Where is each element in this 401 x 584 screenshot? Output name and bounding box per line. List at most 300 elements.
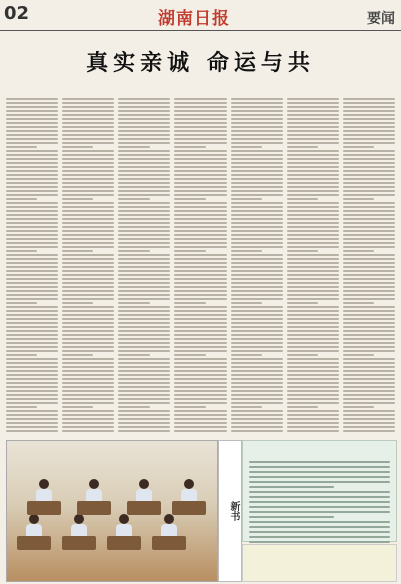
text-line [231, 430, 283, 432]
text-line [62, 118, 114, 120]
desk [107, 536, 141, 550]
student-head [164, 514, 174, 524]
text-line [118, 394, 170, 396]
text-line [174, 110, 226, 112]
student-head [184, 479, 194, 489]
text-line [62, 334, 114, 336]
text-line [343, 202, 395, 204]
text-line [343, 302, 374, 304]
header-meta [30, 5, 32, 12]
text-line [118, 366, 170, 368]
text-line [118, 142, 170, 144]
text-line [231, 290, 283, 292]
text-line [6, 238, 58, 240]
text-line [174, 266, 226, 268]
text-line [6, 418, 58, 420]
text-line [174, 310, 226, 312]
text-line [343, 262, 395, 264]
text-line [231, 98, 283, 100]
text-line [174, 338, 226, 340]
text-line [6, 270, 58, 272]
text-line [231, 262, 283, 264]
text-line [231, 302, 262, 304]
text-line [231, 154, 283, 156]
text-line [231, 206, 283, 208]
text-line [62, 266, 114, 268]
text-line [62, 362, 114, 364]
text-line [231, 414, 283, 416]
text-line [62, 162, 114, 164]
text-line [343, 226, 395, 228]
text-line [6, 306, 58, 308]
text-line [118, 350, 170, 352]
text-line [287, 414, 339, 416]
text-line [6, 118, 58, 120]
text-line [62, 262, 114, 264]
text-line [118, 402, 170, 404]
text-line [6, 254, 58, 256]
text-line [6, 110, 58, 112]
text-line [174, 158, 226, 160]
text-line [231, 114, 283, 116]
text-line [62, 406, 93, 408]
text-line [287, 418, 339, 420]
text-line [343, 234, 395, 236]
text-line [174, 230, 226, 232]
text-line [343, 266, 395, 268]
text-line [118, 290, 170, 292]
text-line [287, 166, 339, 168]
text-line [118, 302, 149, 304]
text-line [249, 476, 390, 478]
text-line [118, 174, 170, 176]
text-line [6, 218, 58, 220]
text-line [118, 334, 170, 336]
text-line [287, 162, 339, 164]
text-line [6, 250, 37, 252]
text-line [6, 398, 58, 400]
text-line [287, 374, 339, 376]
text-line [231, 162, 283, 164]
text-line [62, 154, 114, 156]
text-line [343, 338, 395, 340]
text-line [343, 278, 395, 280]
text-line [118, 110, 170, 112]
text-line [287, 422, 339, 424]
text-line [174, 374, 226, 376]
text-line [62, 198, 93, 200]
text-line [118, 298, 170, 300]
text-line [62, 230, 114, 232]
text-line [287, 110, 339, 112]
text-line [231, 170, 283, 172]
text-line [6, 394, 58, 396]
classroom-photo [6, 440, 218, 582]
text-line [343, 414, 395, 416]
text-line [6, 158, 58, 160]
text-line [343, 186, 395, 188]
text-line [174, 190, 226, 192]
text-line [6, 126, 58, 128]
text-line [6, 386, 58, 388]
text-line [231, 394, 283, 396]
text-line [287, 330, 339, 332]
text-line [174, 150, 226, 152]
text-line [62, 122, 114, 124]
masthead: 湖南日报 [158, 9, 230, 29]
text-line [287, 386, 339, 388]
text-line [343, 406, 374, 408]
text-line [287, 334, 339, 336]
text-line [6, 430, 58, 432]
text-line [343, 242, 395, 244]
text-line [6, 282, 58, 284]
text-line [231, 178, 283, 180]
text-line [231, 358, 283, 360]
text-line [231, 406, 262, 408]
text-line [62, 250, 93, 252]
text-line [118, 194, 170, 196]
text-line [118, 358, 170, 360]
text-line [343, 182, 395, 184]
text-line [174, 362, 226, 364]
text-line [118, 326, 170, 328]
text-line [6, 326, 58, 328]
text-line [6, 146, 37, 148]
text-line [118, 186, 170, 188]
text-line [118, 254, 170, 256]
text-line [6, 410, 58, 412]
text-line [287, 154, 339, 156]
text-line [62, 270, 114, 272]
student-head [29, 514, 39, 524]
text-line [118, 370, 170, 372]
text-line [6, 366, 58, 368]
text-line [62, 170, 114, 172]
text-line [174, 238, 226, 240]
text-line [174, 186, 226, 188]
text-line [343, 322, 395, 324]
text-line [62, 150, 114, 152]
text-line [343, 238, 395, 240]
text-line [62, 222, 114, 224]
text-line [287, 226, 339, 228]
text-line [174, 286, 226, 288]
student-figure [71, 524, 87, 536]
text-line [174, 106, 226, 108]
text-line [249, 541, 390, 543]
text-line [343, 138, 395, 140]
text-line [287, 210, 339, 212]
text-line [118, 166, 170, 168]
text-line [62, 290, 114, 292]
text-line [6, 314, 58, 316]
text-line [62, 342, 114, 344]
text-line [174, 330, 226, 332]
text-line [343, 386, 395, 388]
text-line [287, 270, 339, 272]
text-line [62, 98, 114, 100]
text-line [287, 342, 339, 344]
text-line [118, 282, 170, 284]
text-line [231, 242, 283, 244]
text-line [174, 314, 226, 316]
text-line [118, 130, 170, 132]
text-line [174, 134, 226, 136]
text-line [343, 174, 395, 176]
text-line [62, 126, 114, 128]
text-line [6, 258, 58, 260]
text-line [174, 250, 205, 252]
text-line [6, 278, 58, 280]
text-line [174, 198, 205, 200]
text-line [174, 170, 226, 172]
text-line [287, 266, 339, 268]
text-line [174, 282, 226, 284]
text-line [6, 302, 37, 304]
text-line [231, 238, 283, 240]
text-line [343, 334, 395, 336]
text-line [343, 190, 395, 192]
text-line [343, 246, 395, 248]
text-line [231, 174, 283, 176]
text-line [343, 274, 395, 276]
text-line [231, 346, 283, 348]
text-line [118, 362, 170, 364]
text-line [249, 491, 390, 493]
text-line [287, 222, 339, 224]
text-line [174, 386, 226, 388]
text-line [6, 390, 58, 392]
text-line [118, 234, 170, 236]
text-line [249, 481, 390, 483]
text-line [6, 246, 58, 248]
text-line [287, 206, 339, 208]
text-line [287, 190, 339, 192]
text-line [343, 394, 395, 396]
text-line [118, 398, 170, 400]
text-line [287, 398, 339, 400]
text-line [174, 298, 226, 300]
text-line [287, 186, 339, 188]
text-line [343, 390, 395, 392]
text-line [62, 430, 114, 432]
text-line [231, 322, 283, 324]
text-line [231, 410, 283, 412]
text-line [343, 254, 395, 256]
text-line [118, 414, 170, 416]
text-line [287, 130, 339, 132]
text-line [249, 461, 390, 463]
text-line [343, 178, 395, 180]
text-line [343, 374, 395, 376]
headline: 真实亲诚 命运与共 [86, 50, 315, 76]
text-line [343, 222, 395, 224]
text-line [62, 134, 114, 136]
text-line [62, 390, 114, 392]
text-line [6, 138, 58, 140]
text-line [231, 102, 283, 104]
text-line [174, 290, 226, 292]
text-line [231, 342, 283, 344]
text-line [62, 422, 114, 424]
text-line [62, 130, 114, 132]
text-line [343, 430, 395, 432]
text-line [62, 386, 114, 388]
text-line [174, 366, 226, 368]
text-line [343, 382, 395, 384]
text-line [231, 274, 283, 276]
text-line [249, 466, 390, 468]
text-line [287, 198, 318, 200]
text-line [249, 496, 390, 498]
text-line [118, 406, 149, 408]
text-line [174, 162, 226, 164]
text-line [6, 274, 58, 276]
text-line [174, 274, 226, 276]
right-article-body [249, 461, 390, 548]
text-line [6, 338, 58, 340]
student-head [89, 479, 99, 489]
text-line [343, 346, 395, 348]
text-line [118, 278, 170, 280]
text-line [231, 134, 283, 136]
text-line [6, 98, 58, 100]
text-line [231, 222, 283, 224]
text-line [231, 194, 283, 196]
text-line [62, 146, 93, 148]
text-line [231, 150, 283, 152]
text-line [174, 126, 226, 128]
text-line [62, 158, 114, 160]
text-column [62, 98, 114, 438]
text-line [343, 146, 374, 148]
text-line [174, 166, 226, 168]
text-line [118, 426, 170, 428]
text-line [174, 206, 226, 208]
text-line [6, 226, 58, 228]
text-line [231, 334, 283, 336]
text-line [62, 182, 114, 184]
text-line [62, 282, 114, 284]
text-line [343, 314, 395, 316]
text-line [231, 294, 283, 296]
text-line [174, 370, 226, 372]
text-line [287, 406, 318, 408]
text-line [62, 322, 114, 324]
text-line [231, 270, 283, 272]
text-line [6, 214, 58, 216]
text-line [343, 218, 395, 220]
text-line [287, 146, 318, 148]
text-line [343, 318, 395, 320]
byline [0, 88, 401, 94]
text-line [6, 230, 58, 232]
text-line [287, 322, 339, 324]
text-line [174, 322, 226, 324]
text-line [174, 326, 226, 328]
text-line [6, 182, 58, 184]
text-line [118, 226, 170, 228]
page-number: 02 [4, 3, 30, 24]
text-line [6, 106, 58, 108]
text-line [174, 394, 226, 396]
text-line [231, 246, 283, 248]
text-line [287, 134, 339, 136]
text-line [231, 250, 262, 252]
text-line [6, 406, 37, 408]
text-line [287, 262, 339, 264]
text-line [231, 286, 283, 288]
article-body [6, 98, 395, 438]
text-line [174, 390, 226, 392]
text-line [174, 214, 226, 216]
values-banner [242, 544, 397, 582]
text-line [287, 362, 339, 364]
text-line [6, 222, 58, 224]
text-line [231, 258, 283, 260]
text-line [6, 150, 58, 152]
text-line [6, 186, 58, 188]
text-line [231, 130, 283, 132]
text-line [6, 202, 58, 204]
text-line [62, 426, 114, 428]
text-line [287, 230, 339, 232]
text-line [62, 382, 114, 384]
text-line [231, 142, 283, 144]
text-line [287, 118, 339, 120]
text-line [343, 370, 395, 372]
text-line [174, 194, 226, 196]
text-line [287, 358, 339, 360]
text-line [118, 318, 170, 320]
text-column [118, 98, 170, 438]
text-line [231, 386, 283, 388]
text-line [174, 122, 226, 124]
text-line [249, 516, 334, 518]
student-head [119, 514, 129, 524]
text-line [287, 102, 339, 104]
text-line [174, 246, 226, 248]
text-line [231, 318, 283, 320]
text-line [231, 314, 283, 316]
text-line [287, 170, 339, 172]
text-line [6, 358, 58, 360]
text-line [62, 394, 114, 396]
text-line [231, 106, 283, 108]
desk [152, 536, 186, 550]
text-line [118, 294, 170, 296]
text-line [174, 146, 205, 148]
text-line [287, 354, 318, 356]
text-line [343, 270, 395, 272]
text-line [118, 238, 170, 240]
text-line [174, 334, 226, 336]
text-line [343, 294, 395, 296]
text-line [343, 422, 395, 424]
text-line [62, 166, 114, 168]
text-line [343, 150, 395, 152]
text-line [231, 382, 283, 384]
text-line [6, 122, 58, 124]
text-line [118, 202, 170, 204]
text-line [174, 378, 226, 380]
text-line [231, 254, 283, 256]
student-figure [116, 524, 132, 536]
text-line [118, 386, 170, 388]
text-line [6, 210, 58, 212]
text-line [62, 350, 114, 352]
